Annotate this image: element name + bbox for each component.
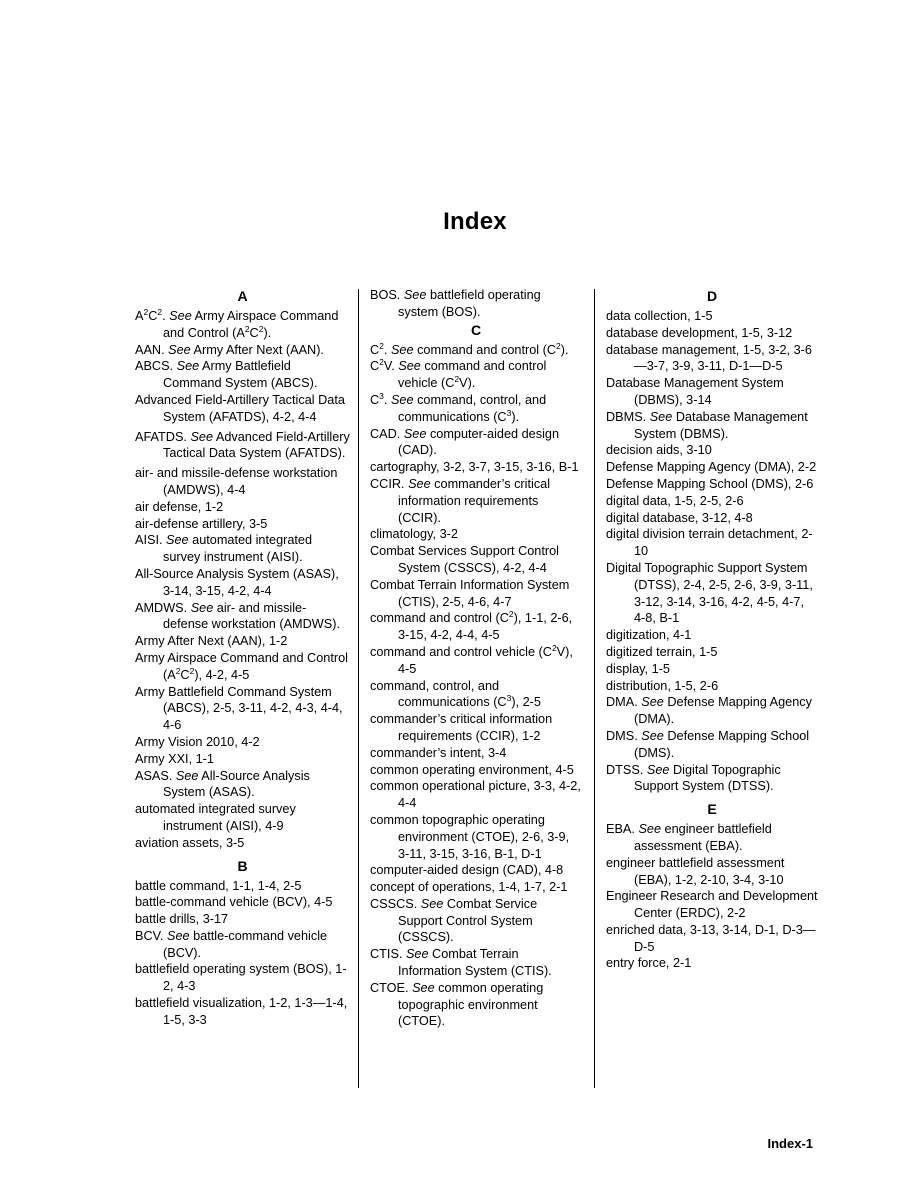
index-entry: $C^3$. See command, control, and communications $(C^3)$. — [370, 390, 547, 424]
index-entry: AFATDS. See Advanced Field-Artillery Tactical Data System (AFATDS). — [135, 429, 350, 461]
index-entry: AMDWS. See air- and missile-defense workstation (AMDWS). — [135, 600, 340, 632]
column-divider-1 — [358, 289, 359, 1088]
section-letter: D — [706, 288, 718, 304]
index-entry: database management, 1-5, 3-2, 3-6—3-7, 3-9, 3-11, D-1—D-5 — [606, 342, 812, 374]
index-entry: Defense Mapping School (DMS), 2-6 — [606, 476, 814, 491]
index-entry: AISI. See automated integrated survey instrument (AISI). — [135, 533, 313, 565]
index-entry: $A^2C^2$. See Army Airspace Command and Control $(A^2C^2)$. — [135, 307, 339, 340]
index-entry: Defense Mapping Agency (DMA), 2-2 — [606, 460, 817, 475]
index-entry: AAN. See Army After Next (AAN). — [135, 342, 324, 357]
index-entry: battle-command vehicle (BCV), 4-5 — [135, 895, 333, 910]
index-entry: CAD. See computer-aided design (CAD). — [370, 426, 560, 458]
index-entry: DBMS. See Database Management System (DBMS). — [606, 409, 808, 441]
index-entry: Combat Services Support Control System (CSSCS), 4-2, 4-4 — [370, 544, 559, 575]
page-title: Index — [443, 208, 507, 235]
index-entry: air- and missile-defense workstation (AMDWS), 4-4 — [135, 466, 338, 497]
index-entry: data collection, 1-5 — [606, 309, 713, 323]
index-entry: Advanced Field-Artillery Tactical Data System (AFATDS), 4-2, 4-4 — [135, 392, 345, 424]
index-entry: DMS. See Defense Mapping School (DMS). — [606, 728, 810, 760]
index-entry: Army Battlefield Command System (ABCS), 2-5, 3-11, 4-2, 4-3, 4-4, 4-6 — [135, 684, 343, 733]
index-entry: digitized terrain, 1-5 — [606, 644, 718, 659]
index-entry: Combat Terrain Information System (CTIS), 2-5, 4-6, 4-7 — [370, 577, 570, 609]
index-entry: $C^2V$. See command and control vehicle $(C^2V)$. — [370, 357, 547, 391]
index-entry: Army XXI, 1-1 — [135, 751, 214, 766]
index-entry: computer-aided design (CAD), 4-8 — [370, 863, 564, 878]
index-entry: common topographic operating environment (CTOE), 2-6, 3-9, 3-11, 3-15, 3-16, B-1, D-1 — [370, 812, 570, 861]
index-entry: database development, 1-5, 3-12 — [606, 325, 793, 340]
section-letter: C — [470, 321, 482, 338]
index-entry: CTOE. See common operating topographic environment (CTOE). — [370, 980, 544, 1029]
index-entry: climatology, 3-2 — [370, 527, 458, 542]
index-entry: CCIR. See commander’s critical information requirements (CCIR). — [370, 476, 551, 525]
section-letter: B — [237, 857, 248, 874]
index-entry: battle command, 1-1, 1-4, 2-5 — [135, 878, 302, 893]
section-letter: A — [237, 288, 248, 304]
index-entry: distribution, 1-5, 2-6 — [606, 678, 719, 693]
index-entry: battle drills, 3-17 — [135, 912, 229, 927]
index-entry: ABCS. See Army Battlefield Command System (ABCS). — [135, 359, 318, 391]
index-entry: battlefield operating system (BOS), 1-2, 4-3 — [135, 962, 347, 994]
index-entry: Army Vision 2010, 4-2 — [135, 734, 260, 749]
index-entry: entry force, 2-1 — [606, 956, 692, 971]
section-letter: E — [707, 801, 717, 818]
index-entry: command and control vehicle $(C^2V)$, 4-5 — [370, 642, 573, 676]
index-column-3 — [606, 287, 818, 972]
index-entry: digital division terrain detachment, 2-10 — [606, 527, 813, 559]
index-entry: display, 1-5 — [606, 661, 670, 676]
index-entry: commander’s intent, 3-4 — [370, 745, 507, 760]
page-number: Index-1 — [767, 1136, 813, 1151]
index-entry: aviation assets, 3-5 — [135, 835, 245, 850]
index-entry: battlefield visualization, 1-2, 1-3—1-4, 1-5, 3-3 — [135, 996, 348, 1027]
index-entry: ASAS. See All-Source Analysis System (ASAS). — [135, 768, 310, 800]
index-entry: digital data, 1-5, 2-5, 2-6 — [606, 493, 744, 508]
index-entry: cartography, 3-2, 3-7, 3-15, 3-16, B-1 — [370, 460, 579, 475]
index-entry: air defense, 1-2 — [135, 499, 224, 514]
index-entry: DTSS. See Digital Topographic Support System (DTSS). — [606, 762, 781, 794]
index-entry: DMA. See Defense Mapping Agency (DMA). — [606, 695, 812, 727]
index-entry: All-Source Analysis System (ASAS), 3-14, 3-15, 4-2, 4-4 — [135, 566, 339, 598]
index-entry: concept of operations, 1-4, 1-7, 2-1 — [370, 880, 568, 895]
index-entry: engineer battlefield assessment (EBA), 1-2, 2-10, 3-4, 3-10 — [606, 855, 785, 887]
index-entry: Army Airspace Command and Control $(A^2C^2)$, 4-2, 4-5 — [135, 650, 348, 682]
index-entry: digitization, 4-1 — [606, 628, 692, 643]
index-entry: enriched data, 3-13, 3-14, D-1, D-3—D-5 — [606, 922, 816, 954]
index-entry: Engineer Research and Development Center (ERDC), 2-2 — [606, 889, 818, 921]
index-entry: commander’s critical information requirements (CCIR), 1-2 — [370, 712, 553, 743]
index-entry: Database Management System (DBMS), 3-14 — [606, 376, 784, 407]
index-entry: decision aids, 3-10 — [606, 443, 712, 458]
index-entry: $C^2$. See command and control $(C^2)$. — [370, 340, 569, 357]
index-entry: BOS. See battlefield operating system (BOS). — [370, 288, 541, 319]
index-entry: Digital Topographic Support System (DTSS), 2-4, 2-5, 2-6, 3-9, 3-11, 3-12, 3-14, 3-16, 4-2, 4-5, 4-7, 4-8, B-1 — [606, 560, 813, 626]
index-entry: EBA. See engineer battlefield assessment (EBA). — [606, 822, 772, 853]
index-entry: automated integrated survey instrument (AISI), 4-9 — [135, 802, 296, 833]
index-column-2 — [370, 287, 582, 1030]
index-entry: command and control $(C^2)$, 1-1, 2-6, 3-15, 4-2, 4-4, 4-5 — [370, 609, 573, 643]
index-entry: digital database, 3-12, 4-8 — [606, 510, 753, 525]
index-entry: command, control, and communications $(C^3)$, 2-5 — [370, 678, 541, 710]
index-entry: CSSCS. See Combat Service Support Control System (CSSCS). — [370, 896, 538, 945]
index-entry: CTIS. See Combat Terrain Information System (CTIS). — [370, 947, 552, 979]
index-entry: BCV. See battle-command vehicle (BCV). — [135, 928, 328, 960]
index-entry: common operating environment, 4-5 — [370, 762, 574, 777]
index-entry: air-defense artillery, 3-5 — [135, 516, 268, 531]
index-entry: Army After Next (AAN), 1-2 — [135, 634, 288, 649]
index-column-1 — [135, 287, 350, 1029]
column-divider-2 — [594, 289, 595, 1088]
index-entry: common operational picture, 3-3, 4-2, 4-4 — [370, 779, 581, 811]
